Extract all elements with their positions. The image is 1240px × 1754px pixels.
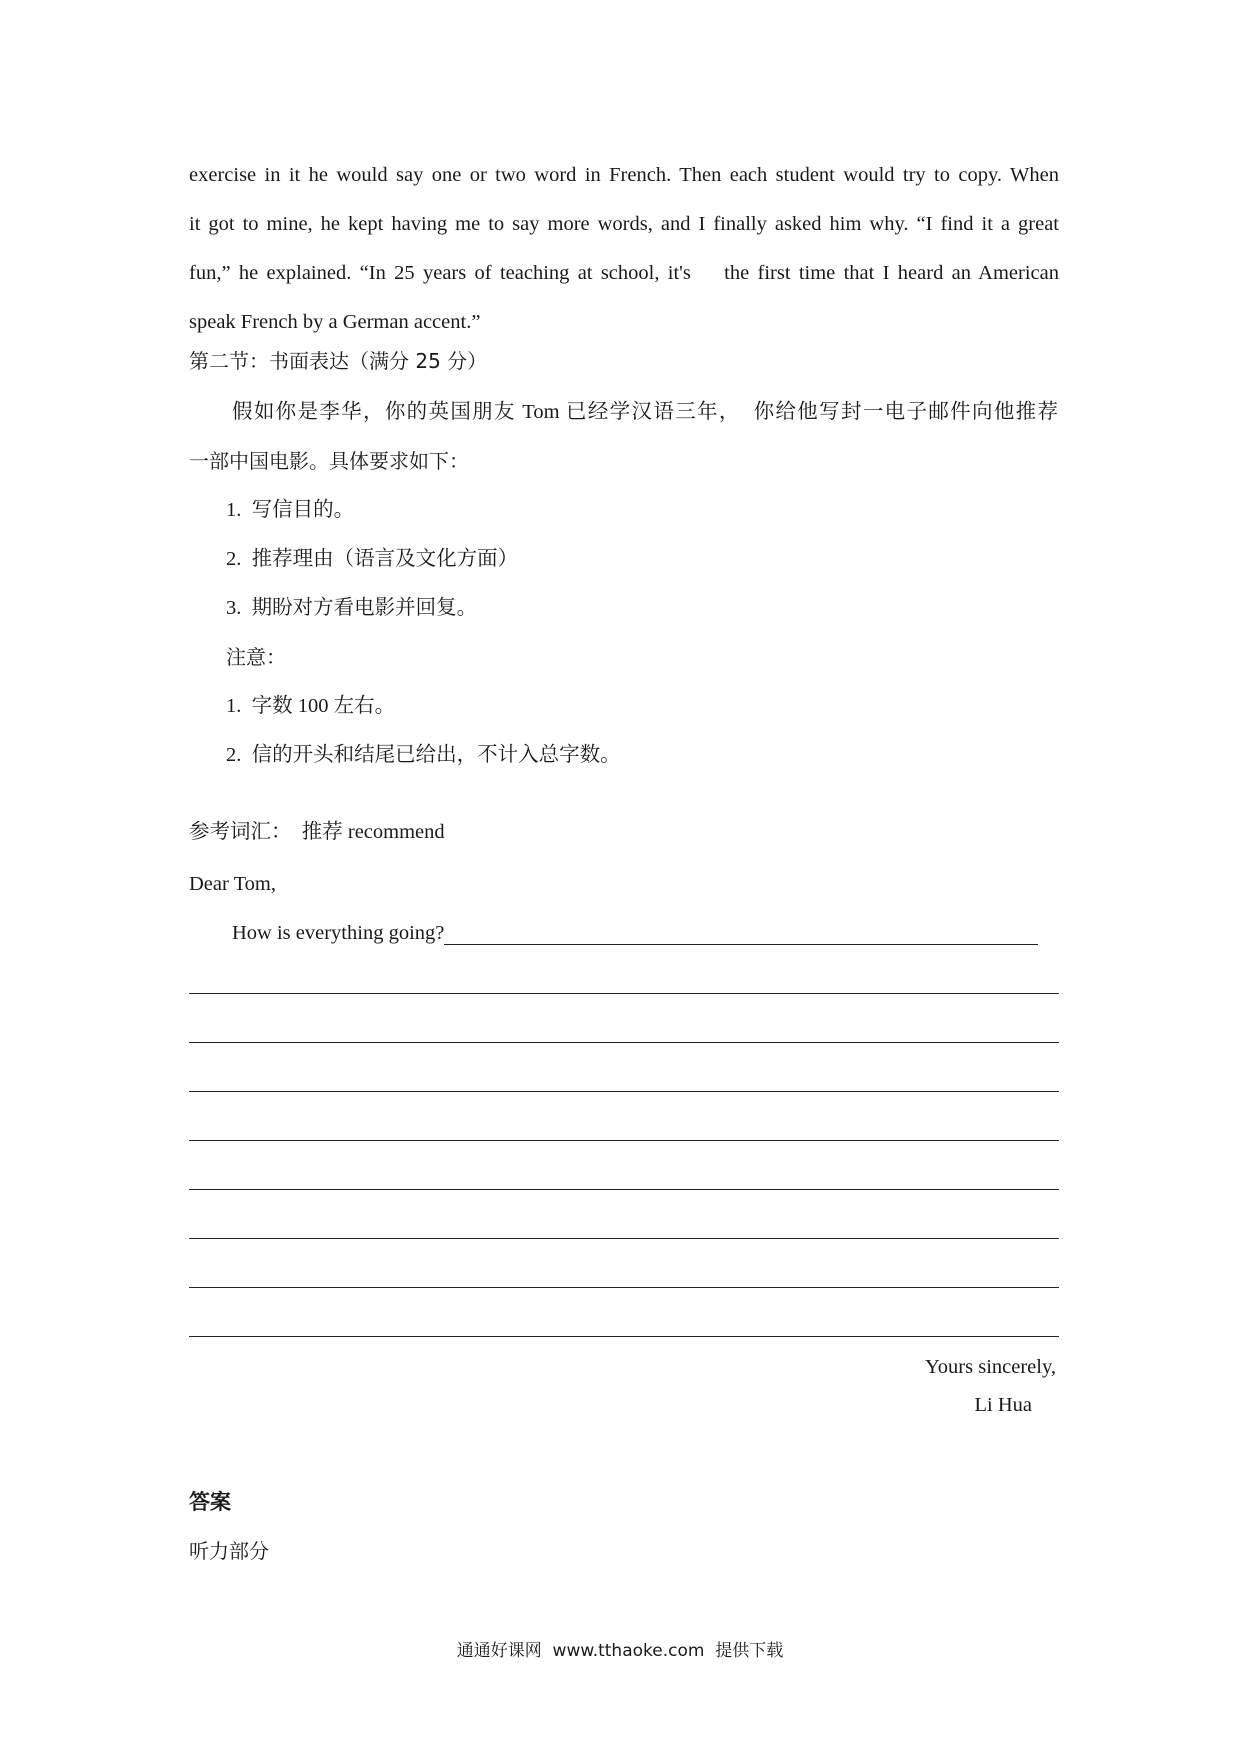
- prompt-line-1: 假如你是李华，你的英国朋友 Tom 已经学汉语三年， 你给他写封一电子邮件向他推荐: [232, 401, 1058, 423]
- letter-closing: Yours sincerely,: [925, 1356, 1056, 1378]
- writing-blank-inline[interactable]: [444, 924, 1038, 945]
- requirement-item: 3. 期盼对方看电影并回复。: [226, 597, 478, 619]
- note-item: 2. 信的开头和结尾已给出，不计入总字数。: [226, 744, 621, 766]
- writing-line[interactable]: [189, 1140, 1059, 1141]
- writing-line[interactable]: [189, 993, 1059, 994]
- writing-line[interactable]: [189, 1336, 1059, 1337]
- letter-opening: How is everything going?: [232, 922, 445, 944]
- letter-opening-line: [232, 921, 1038, 945]
- page-footer: 通通好课网 www.tthaoke.com 提供下载: [456, 1641, 784, 1661]
- writing-line[interactable]: [189, 1042, 1059, 1043]
- requirement-item: 2. 推荐理由（语言及文化方面）: [226, 548, 519, 570]
- prompt-line-2: 一部中国电影。具体要求如下：: [189, 449, 469, 473]
- letter-salutation: Dear Tom,: [189, 873, 276, 895]
- passage-line-1: exercise in it he would say one or two word in French. Then each student would try to copy. When: [189, 164, 1059, 186]
- section-title: 第二节：书面表达（满分 25 分）: [189, 349, 488, 373]
- passage-line-2: it got to mine, he kept having me to say more words, and I finally asked him why. “I find it a great: [189, 213, 1059, 235]
- writing-line[interactable]: [189, 1091, 1059, 1092]
- answers-title: 答案: [189, 1490, 231, 1514]
- passage-line-3: fun,” he explained. “In 25 years of teaching at school, it's the first time that I heard an American: [189, 262, 1059, 284]
- answers-listening: 听力部分: [189, 1539, 269, 1563]
- writing-line[interactable]: [189, 1287, 1059, 1288]
- vocab-hint: 参考词汇： 推荐 recommend: [189, 821, 445, 843]
- note-item: 1. 字数 100 左右。: [226, 695, 396, 717]
- passage-line-4: speak French by a German accent.”: [189, 311, 481, 333]
- letter-signature: Li Hua: [974, 1394, 1032, 1416]
- notes-title: 注意：: [226, 645, 286, 669]
- requirement-item: 1. 写信目的。: [226, 499, 355, 521]
- writing-line[interactable]: [189, 1189, 1059, 1190]
- writing-line[interactable]: [189, 1238, 1059, 1239]
